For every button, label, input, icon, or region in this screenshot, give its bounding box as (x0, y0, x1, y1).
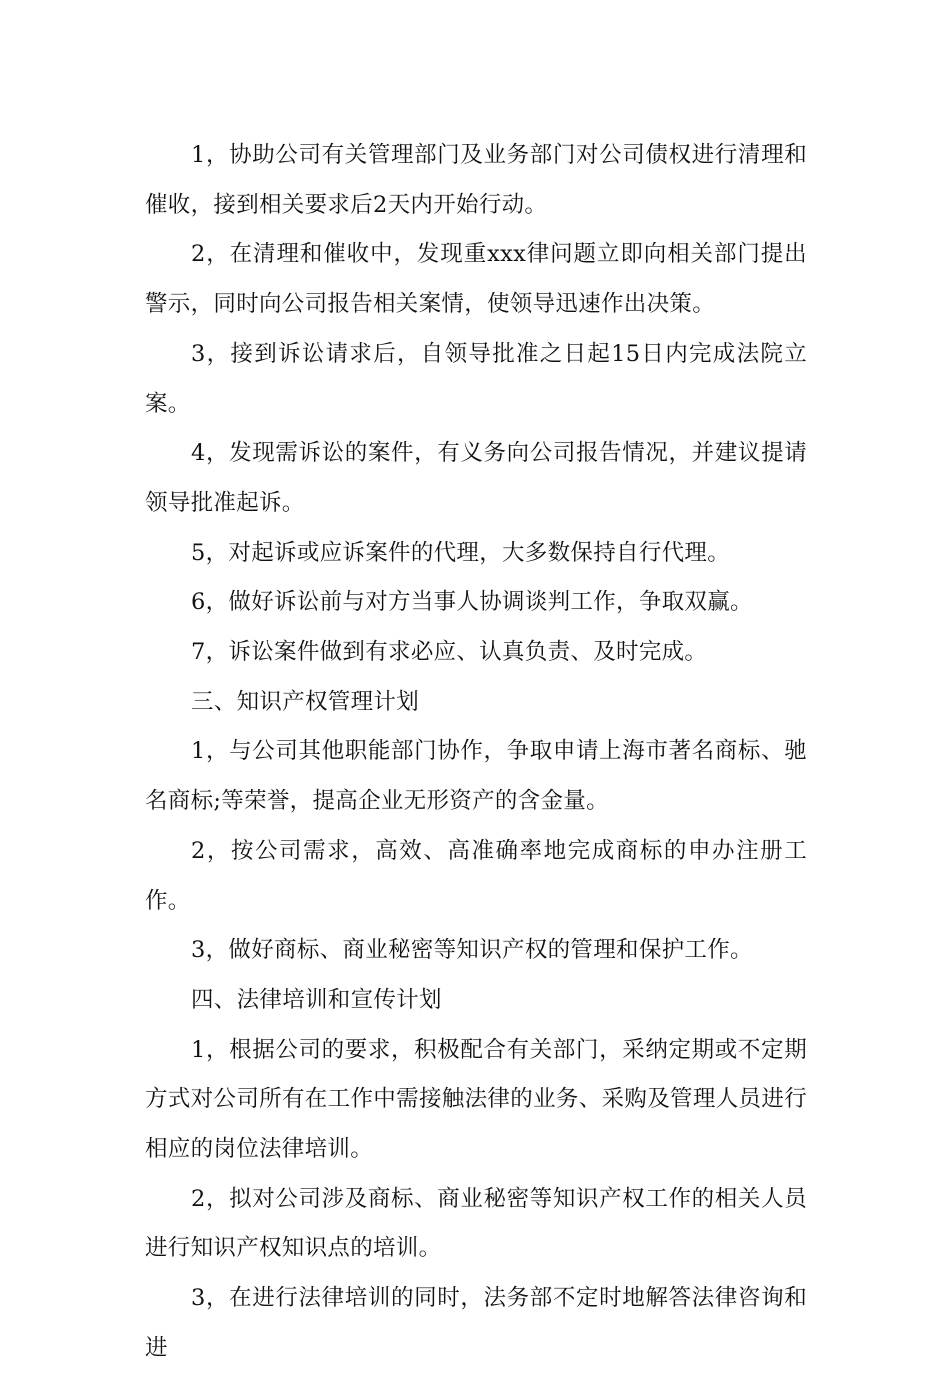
paragraph-litigation-6: 6，做好诉讼前与对方当事人协调谈判工作，争取双赢。 (191, 589, 753, 616)
paragraph-litigation-7: 7，诉讼案件做到有求必应、认真负责、及时完成。 (191, 639, 708, 666)
paragraph-ip-2: 2，按公司需求，高效、高准确率地完成商标的申办注册工作。 (145, 837, 807, 914)
section-heading-ip: 三、知识产权管理计划 (191, 688, 420, 715)
document-body (145, 131, 807, 1374)
paragraph-ip-3: 3，做好商标、商业秘密等知识产权的管理和保护工作。 (191, 937, 753, 964)
paragraph-training-1: 1，根据公司的要求，积极配合有关部门，采纳定期或不定期方式对公司所有在工作中需接触法律的业务、采购及管理人员进行相应的岗位法律培训。 (145, 1036, 807, 1163)
paragraph-debt-2: 2，在清理和催收中，发现重xxx律问题立即向相关部门提出警示，同时向公司报告相关案情，使领导迅速作出决策。 (145, 241, 807, 318)
paragraph-training-2: 2，拟对公司涉及商标、商业秘密等知识产权工作的相关人员进行知识产权知识点的培训。 (145, 1185, 807, 1262)
paragraph-litigation-3: 3，接到诉讼请求后，自领导批准之日起15日内完成法院立案。 (145, 340, 807, 417)
paragraph-ip-1: 1，与公司其他职能部门协作，争取申请上海市著名商标、驰名商标;等荣誉，提高企业无形资产的含金量。 (145, 738, 807, 815)
paragraph-litigation-4: 4，发现需诉讼的案件，有义务向公司报告情况，并建议提请领导批准起诉。 (145, 440, 807, 516)
paragraph-training-3: 3，在进行法律培训的同时，法务部不定时地解答法律咨询和进 (145, 1285, 807, 1361)
paragraph-debt-1: 1，协助公司有关管理部门及业务部门对公司债权进行清理和催收，接到相关要求后2天内开始行动。 (145, 142, 807, 218)
paragraph-litigation-5: 5，对起诉或应诉案件的代理，大多数保持自行代理。 (191, 539, 731, 566)
section-heading-training: 四、法律培训和宣传计划 (191, 986, 442, 1013)
